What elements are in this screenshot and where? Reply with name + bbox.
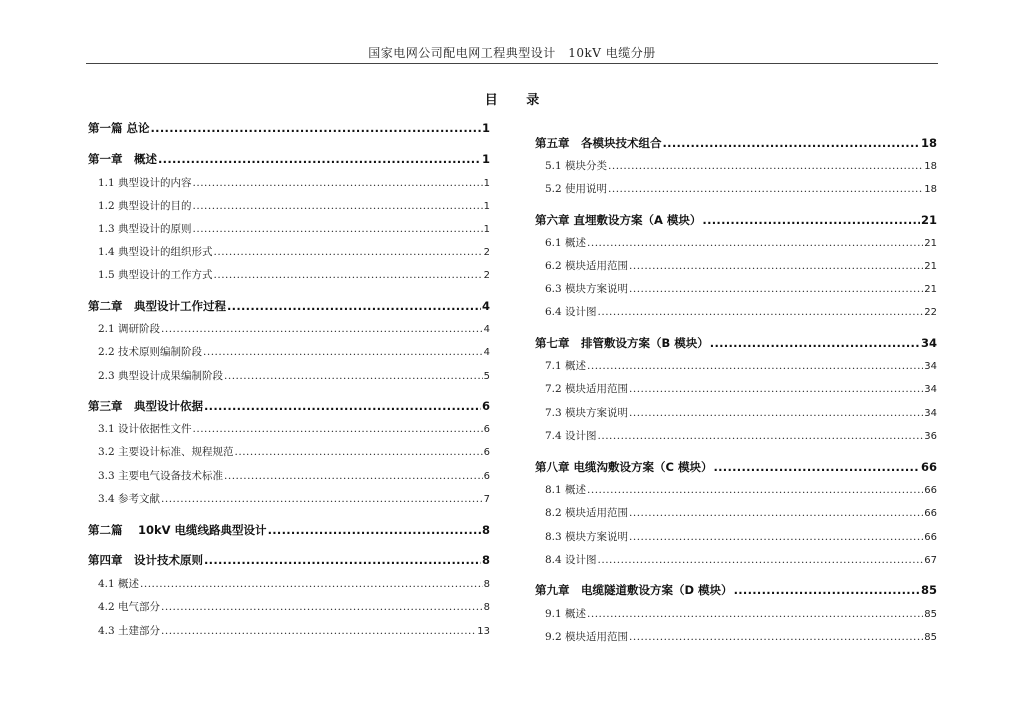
toc-section-entry[interactable] <box>88 344 490 359</box>
toc-dot-leader <box>204 399 481 413</box>
toc-dot-leader <box>598 554 924 566</box>
toc-dot-leader <box>158 152 481 166</box>
toc-section-entry[interactable] <box>88 576 490 591</box>
toc-dot-leader <box>608 183 923 195</box>
toc-section-entry[interactable] <box>535 629 937 644</box>
toc-dot-leader <box>193 200 483 212</box>
toc-dot-leader <box>235 446 483 458</box>
toc-page-number: 7 <box>483 494 490 505</box>
toc-dot-leader <box>629 407 923 419</box>
toc-entry-title: 第二篇 10kV 电缆线路典型设计 <box>88 523 267 537</box>
toc-entry-title: 8.4 设计图 <box>545 554 597 566</box>
toc-page-number: 13 <box>477 626 490 637</box>
toc-entry-title: 5.2 使用说明 <box>545 183 608 195</box>
toc-section-entry[interactable] <box>88 599 490 614</box>
toc-title <box>0 89 1024 108</box>
toc-entry-title: 8.3 模块方案说明 <box>545 531 629 543</box>
toc-page-number: 4 <box>483 324 490 335</box>
toc-dot-leader <box>193 423 483 435</box>
toc-chapter-entry[interactable] <box>535 212 937 228</box>
toc-page-number: 67 <box>924 555 937 566</box>
toc-page-number: 1 <box>481 152 490 166</box>
toc-entry-title: 5.1 模块分类 <box>545 160 608 172</box>
toc-entry-title: 6.4 设计图 <box>545 306 597 318</box>
toc-dot-leader <box>587 360 923 372</box>
toc-section-entry[interactable] <box>535 158 937 173</box>
toc-dot-leader <box>629 283 923 295</box>
toc-dot-leader <box>204 553 481 567</box>
toc-page-number: 34 <box>924 408 937 419</box>
toc-chapter-entry[interactable] <box>535 135 937 151</box>
toc-entry-title: 第七章 排管敷设方案（B 模块） <box>535 336 709 350</box>
toc-entry-title: 1.2 典型设计的目的 <box>98 200 192 212</box>
toc-page-number: 21 <box>924 238 937 249</box>
toc-entry-title: 4.3 土建部分 <box>98 625 161 637</box>
toc-page-number: 1 <box>483 178 490 189</box>
toc-page-number: 6 <box>483 471 490 482</box>
toc-page-number: 85 <box>924 632 937 643</box>
toc-page-number: 34 <box>920 336 937 350</box>
toc-page-number: 2 <box>483 270 490 281</box>
toc-page-number: 18 <box>924 184 937 195</box>
toc-page-number: 8 <box>483 579 490 590</box>
toc-page-number: 8 <box>481 553 490 567</box>
toc-entry-title: 1.1 典型设计的内容 <box>98 177 192 189</box>
toc-page-number: 85 <box>920 583 937 597</box>
toc-page-number: 66 <box>924 485 937 496</box>
toc-section-entry[interactable] <box>88 421 490 436</box>
toc-entry-title: 第四章 设计技术原则 <box>88 553 203 567</box>
toc-page-number: 66 <box>924 532 937 543</box>
toc-page-number: 6 <box>483 447 490 458</box>
toc-entry-title: 1.3 典型设计的原则 <box>98 223 192 235</box>
toc-page-number: 4 <box>481 299 490 313</box>
toc-page-number: 34 <box>924 384 937 395</box>
toc-dot-leader <box>608 160 923 172</box>
toc-entry-title: 7.1 概述 <box>545 360 587 372</box>
toc-entry-title: 第一篇 总论 <box>88 121 150 135</box>
toc-chapter-entry[interactable] <box>535 335 937 351</box>
toc-entry-title: 第八章 电缆沟敷设方案（C 模块） <box>535 460 713 474</box>
toc-title-char-1: 目 <box>484 93 498 108</box>
toc-dot-leader <box>629 260 923 272</box>
toc-chapter-entry[interactable] <box>535 459 937 475</box>
toc-entry-title: 9.2 模块适用范围 <box>545 631 629 643</box>
toc-section-entry[interactable] <box>535 529 937 544</box>
toc-section-entry[interactable] <box>88 175 490 190</box>
toc-section-entry[interactable] <box>88 623 490 638</box>
toc-dot-leader <box>663 136 920 150</box>
toc-page-number: 66 <box>924 508 937 519</box>
toc-entry-title: 1.5 典型设计的工作方式 <box>98 269 213 281</box>
toc-dot-leader <box>702 213 920 227</box>
toc-section-entry[interactable] <box>535 428 937 443</box>
toc-dot-leader <box>629 631 923 643</box>
toc-dot-leader <box>227 299 481 313</box>
toc-page-number: 1 <box>483 201 490 212</box>
toc-page-number: 22 <box>924 307 937 318</box>
toc-dot-leader <box>713 460 920 474</box>
toc-entry-title: 3.2 主要设计标准、规程规范 <box>98 446 234 458</box>
toc-section-entry[interactable] <box>535 552 937 567</box>
toc-dot-leader <box>587 237 923 249</box>
toc-entry-title: 第五章 各模块技术组合 <box>535 136 662 150</box>
toc-title-char-2: 录 <box>526 93 540 108</box>
toc-section-entry[interactable] <box>535 381 937 396</box>
toc-chapter-entry[interactable] <box>88 552 490 568</box>
toc-entry-title: 8.1 概述 <box>545 484 587 496</box>
toc-section-entry[interactable] <box>535 235 937 250</box>
toc-entry-title: 8.2 模块适用范围 <box>545 507 629 519</box>
toc-section-entry[interactable] <box>88 468 490 483</box>
toc-dot-leader <box>193 223 483 235</box>
toc-section-entry[interactable] <box>88 491 490 506</box>
toc-entry-title: 2.1 调研阶段 <box>98 323 161 335</box>
toc-dot-leader <box>214 269 483 281</box>
toc-section-entry[interactable] <box>88 321 490 336</box>
toc-page-number: 8 <box>483 602 490 613</box>
toc-dot-leader <box>587 608 923 620</box>
toc-entry-title: 7.4 设计图 <box>545 430 597 442</box>
toc-dot-leader <box>598 306 924 318</box>
toc-page-number: 85 <box>924 609 937 620</box>
toc-section-entry[interactable] <box>535 281 937 296</box>
toc-entry-title: 第六章 直埋敷设方案（A 模块） <box>535 213 702 227</box>
toc-page-number: 5 <box>483 371 490 382</box>
toc-dot-leader <box>224 370 483 382</box>
toc-dot-leader <box>214 246 483 258</box>
toc-page-number: 1 <box>481 121 490 135</box>
page-header: 国家电网公司配电网工程典型设计 10kV 电缆分册 <box>368 46 656 60</box>
toc-section-entry[interactable] <box>535 358 937 373</box>
toc-dot-leader <box>161 493 483 505</box>
toc-dot-leader <box>161 625 476 637</box>
toc-page-number: 66 <box>920 460 937 474</box>
toc-page-number: 8 <box>481 523 490 537</box>
toc-entry-title: 4.2 电气部分 <box>98 601 161 613</box>
toc-section-entry[interactable] <box>88 368 490 383</box>
toc-chapter-entry[interactable] <box>535 582 937 598</box>
toc-entry-title: 2.3 典型设计成果编制阶段 <box>98 370 224 382</box>
toc-entry-title: 2.2 技术原则编制阶段 <box>98 346 203 358</box>
toc-entry-title: 6.3 模块方案说明 <box>545 283 629 295</box>
toc-entry-title: 3.1 设计依据性文件 <box>98 423 192 435</box>
toc-dot-leader <box>140 578 483 590</box>
toc-entry-title: 1.4 典型设计的组织形式 <box>98 246 213 258</box>
toc-page-number: 21 <box>924 261 937 272</box>
toc-dot-leader <box>224 470 483 482</box>
toc-dot-leader <box>193 177 483 189</box>
toc-entry-title: 7.3 模块方案说明 <box>545 407 629 419</box>
toc-chapter-entry[interactable] <box>88 120 490 136</box>
toc-dot-leader <box>268 523 481 537</box>
toc-page-number: 1 <box>483 224 490 235</box>
toc-entry-title: 6.2 模块适用范围 <box>545 260 629 272</box>
toc-page-number: 21 <box>924 284 937 295</box>
toc-chapter-entry[interactable] <box>88 151 490 167</box>
toc-page-number: 18 <box>924 161 937 172</box>
toc-dot-leader <box>151 121 481 135</box>
toc-chapter-entry[interactable] <box>88 522 490 538</box>
toc-section-entry[interactable] <box>535 482 937 497</box>
toc-chapter-entry[interactable] <box>88 298 490 314</box>
toc-page-number: 36 <box>924 431 937 442</box>
header-rule <box>86 63 938 64</box>
toc-page-number: 21 <box>920 213 937 227</box>
toc-section-entry[interactable] <box>535 181 937 196</box>
toc-page-number: 6 <box>481 399 490 413</box>
toc-entry-title: 9.1 概述 <box>545 608 587 620</box>
toc-dot-leader <box>629 531 923 543</box>
toc-dot-leader <box>161 601 483 613</box>
toc-page-number: 2 <box>483 247 490 258</box>
toc-entry-title: 第九章 电缆隧道敷设方案（D 模块） <box>535 583 733 597</box>
toc-dot-leader <box>203 346 483 358</box>
toc-chapter-entry[interactable] <box>88 398 490 414</box>
toc-dot-leader <box>734 583 920 597</box>
toc-section-entry[interactable] <box>535 606 937 621</box>
toc-entry-title: 7.2 模块适用范围 <box>545 383 629 395</box>
toc-dot-leader <box>587 484 923 496</box>
toc-dot-leader <box>161 323 483 335</box>
toc-dot-leader <box>629 383 923 395</box>
toc-entry-title: 4.1 概述 <box>98 578 140 590</box>
toc-page-number: 6 <box>483 424 490 435</box>
toc-section-entry[interactable] <box>535 304 937 319</box>
toc-entry-title: 第一章 概述 <box>88 152 157 166</box>
toc-entry-title: 6.1 概述 <box>545 237 587 249</box>
toc-page-number: 4 <box>483 347 490 358</box>
toc-section-entry[interactable] <box>88 267 490 282</box>
toc-section-entry[interactable] <box>535 505 937 520</box>
toc-entry-title: 第二章 典型设计工作过程 <box>88 299 226 313</box>
toc-section-entry[interactable] <box>88 244 490 259</box>
toc-section-entry[interactable] <box>88 221 490 236</box>
toc-entry-title: 3.3 主要电气设备技术标准 <box>98 470 224 482</box>
toc-entry-title: 3.4 参考文献 <box>98 493 161 505</box>
toc-dot-leader <box>629 507 923 519</box>
toc-page-number: 18 <box>920 136 937 150</box>
toc-dot-leader <box>710 336 920 350</box>
toc-section-entry[interactable] <box>88 444 490 459</box>
toc-page-number: 34 <box>924 361 937 372</box>
toc-section-entry[interactable] <box>88 198 490 213</box>
toc-section-entry[interactable] <box>535 405 937 420</box>
toc-dot-leader <box>598 430 924 442</box>
toc-entry-title: 第三章 典型设计依据 <box>88 399 203 413</box>
toc-section-entry[interactable] <box>535 258 937 273</box>
